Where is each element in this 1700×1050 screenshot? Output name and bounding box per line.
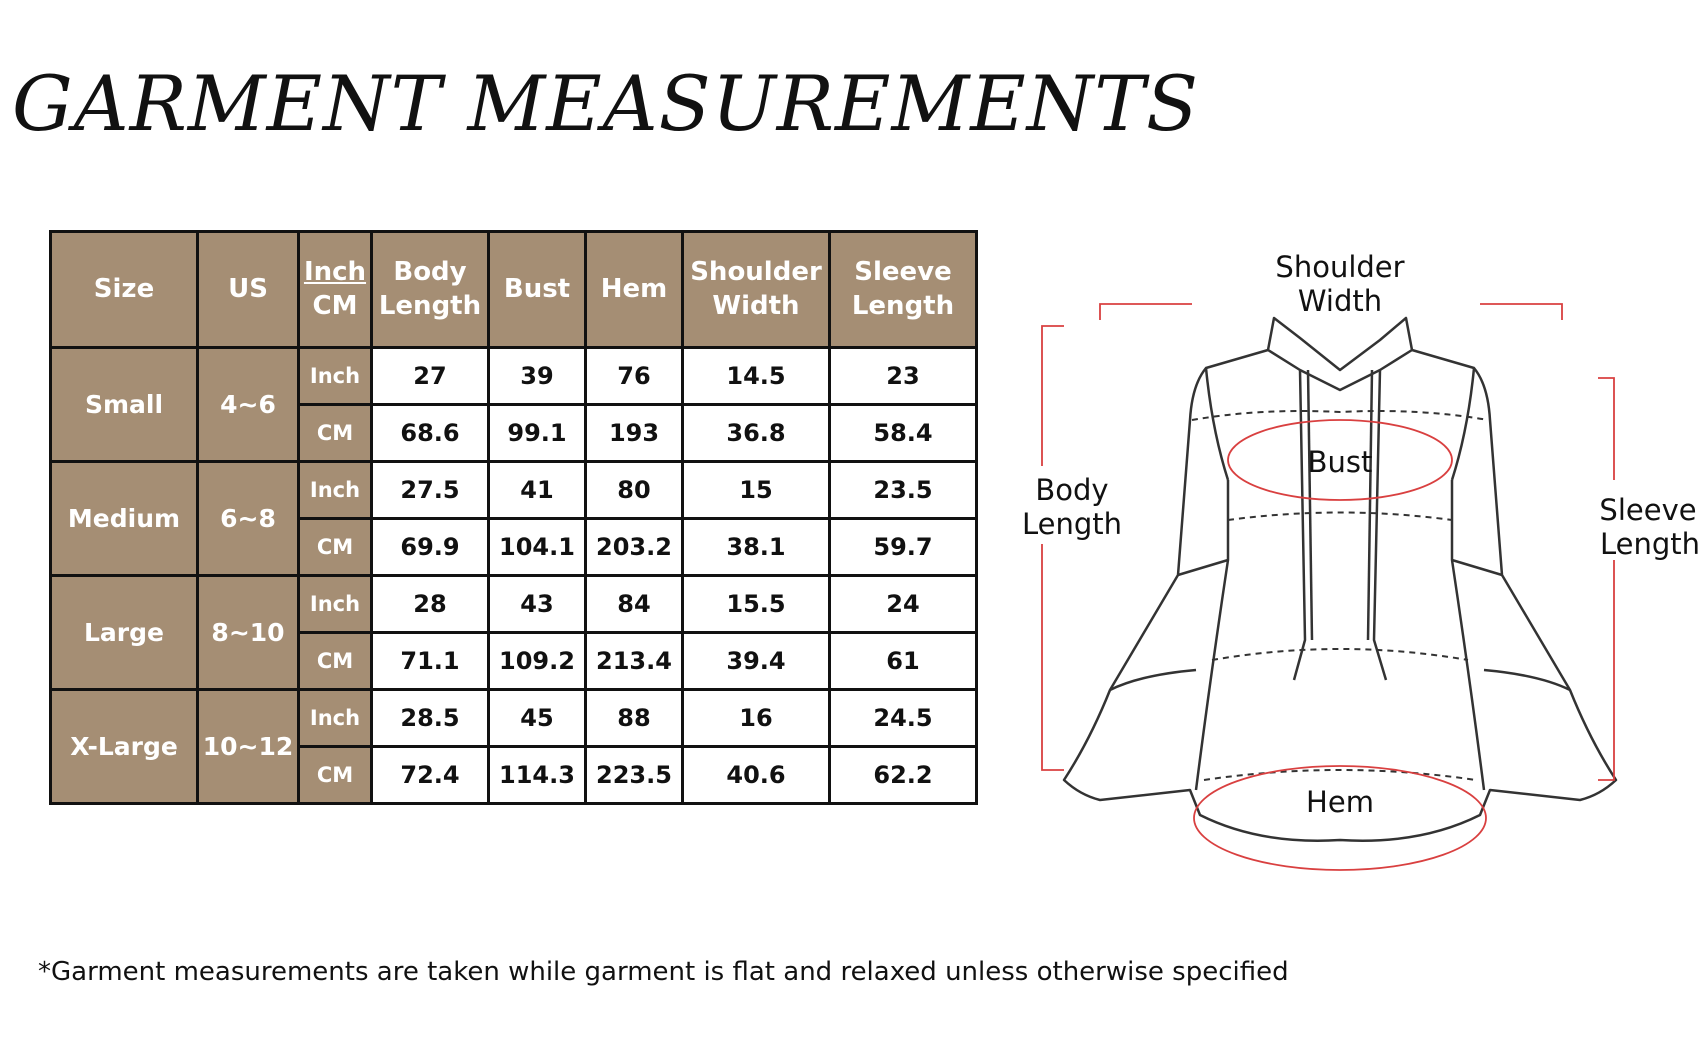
- label-shoulder-width-1: Shoulder: [1275, 250, 1405, 284]
- unit-cell-cm: CM: [299, 405, 372, 462]
- value-cell: 61: [830, 633, 977, 690]
- header-body-length-line2: Length: [378, 290, 482, 321]
- value-cell: 213.4: [586, 633, 683, 690]
- header-sleeve-length-line2: Length: [851, 290, 955, 321]
- shoulder-guide-left: [1100, 304, 1192, 320]
- value-cell: 104.1: [489, 519, 586, 576]
- measurement-note: *Garment measurements are taken while garment is flat and relaxed unless otherwise specified: [38, 957, 1289, 987]
- label-hem: Hem: [1306, 785, 1374, 819]
- value-cell: 38.1: [683, 519, 830, 576]
- unit-cell-inch: Inch: [299, 462, 372, 519]
- header-shoulder-width: [683, 232, 830, 348]
- value-cell: 76: [586, 348, 683, 405]
- label-bust: Bust: [1307, 445, 1373, 479]
- header-unit: [299, 232, 372, 348]
- value-cell: 27.5: [372, 462, 489, 519]
- label-sleeve-length-2: Length: [1599, 527, 1700, 561]
- us-cell-large: 8~10: [198, 576, 299, 690]
- us-cell-medium: 6~8: [198, 462, 299, 576]
- unit-cell-cm: CM: [299, 633, 372, 690]
- value-cell: 27: [372, 348, 489, 405]
- value-cell: 99.1: [489, 405, 586, 462]
- header-shoulder-width-line2: Width: [712, 290, 800, 321]
- size-cell-medium: Medium: [51, 462, 198, 576]
- value-cell: 88: [586, 690, 683, 747]
- unit-cell-inch: Inch: [299, 348, 372, 405]
- size-cell-large: Large: [51, 576, 198, 690]
- value-cell: 114.3: [489, 747, 586, 804]
- size-chart-table: [49, 230, 978, 805]
- shoulder-guide-right: [1480, 304, 1562, 320]
- value-cell: 23.5: [830, 462, 977, 519]
- garment-diagram: [1000, 220, 1700, 910]
- unit-cell-cm: CM: [299, 747, 372, 804]
- value-cell: 24: [830, 576, 977, 633]
- header-size: Size: [51, 232, 198, 348]
- size-cell-xlarge: X-Large: [51, 690, 198, 804]
- table-row-medium-inch: [51, 462, 977, 519]
- label-shoulder-width-2: Width: [1297, 284, 1383, 318]
- unit-cell-inch: Inch: [299, 690, 372, 747]
- value-cell: 58.4: [830, 405, 977, 462]
- value-cell: 203.2: [586, 519, 683, 576]
- value-cell: 41: [489, 462, 586, 519]
- unit-cell-inch: Inch: [299, 576, 372, 633]
- table-row-xlarge-inch: [51, 690, 977, 747]
- value-cell: 109.2: [489, 633, 586, 690]
- value-cell: 15: [683, 462, 830, 519]
- label-body-length-1: Body: [1035, 473, 1109, 507]
- header-bust: Bust: [489, 232, 586, 348]
- header-body-length: [372, 232, 489, 348]
- value-cell: 14.5: [683, 348, 830, 405]
- value-cell: 28: [372, 576, 489, 633]
- value-cell: 39.4: [683, 633, 830, 690]
- value-cell: 16: [683, 690, 830, 747]
- value-cell: 40.6: [683, 747, 830, 804]
- value-cell: 15.5: [683, 576, 830, 633]
- header-sleeve-length: [830, 232, 977, 348]
- header-unit-inch: Inch: [303, 256, 367, 287]
- value-cell: 68.6: [372, 405, 489, 462]
- blouse-sketch: [1064, 318, 1616, 841]
- value-cell: 39: [489, 348, 586, 405]
- size-cell-small: Small: [51, 348, 198, 462]
- label-sleeve-length-1: Sleeve: [1599, 493, 1697, 527]
- value-cell: 23: [830, 348, 977, 405]
- value-cell: 84: [586, 576, 683, 633]
- header-sleeve-length-line1: Sleeve: [854, 256, 952, 287]
- value-cell: 72.4: [372, 747, 489, 804]
- value-cell: 71.1: [372, 633, 489, 690]
- us-cell-xlarge: 10~12: [198, 690, 299, 804]
- us-cell-small: 4~6: [198, 348, 299, 462]
- table-row-small-inch: [51, 348, 977, 405]
- header-row: [51, 232, 977, 348]
- table-row-large-inch: [51, 576, 977, 633]
- value-cell: 62.2: [830, 747, 977, 804]
- value-cell: 223.5: [586, 747, 683, 804]
- page-title: GARMENT MEASUREMENTS: [12, 59, 1200, 148]
- value-cell: 59.7: [830, 519, 977, 576]
- unit-cell-cm: CM: [299, 519, 372, 576]
- value-cell: 45: [489, 690, 586, 747]
- value-cell: 24.5: [830, 690, 977, 747]
- header-hem: Hem: [586, 232, 683, 348]
- value-cell: 193: [586, 405, 683, 462]
- label-body-length-2: Length: [1021, 507, 1123, 541]
- header-body-length-line1: Body: [393, 256, 467, 287]
- header-unit-cm: CM: [312, 290, 358, 321]
- value-cell: 36.8: [683, 405, 830, 462]
- value-cell: 28.5: [372, 690, 489, 747]
- value-cell: 80: [586, 462, 683, 519]
- header-us: US: [198, 232, 299, 348]
- diagram-labels: [1022, 250, 1700, 819]
- value-cell: 69.9: [372, 519, 489, 576]
- sleeve-length-guide: [1598, 378, 1614, 780]
- body-length-guide: [1042, 326, 1064, 770]
- header-shoulder-width-line1: Shoulder: [690, 256, 822, 287]
- value-cell: 43: [489, 576, 586, 633]
